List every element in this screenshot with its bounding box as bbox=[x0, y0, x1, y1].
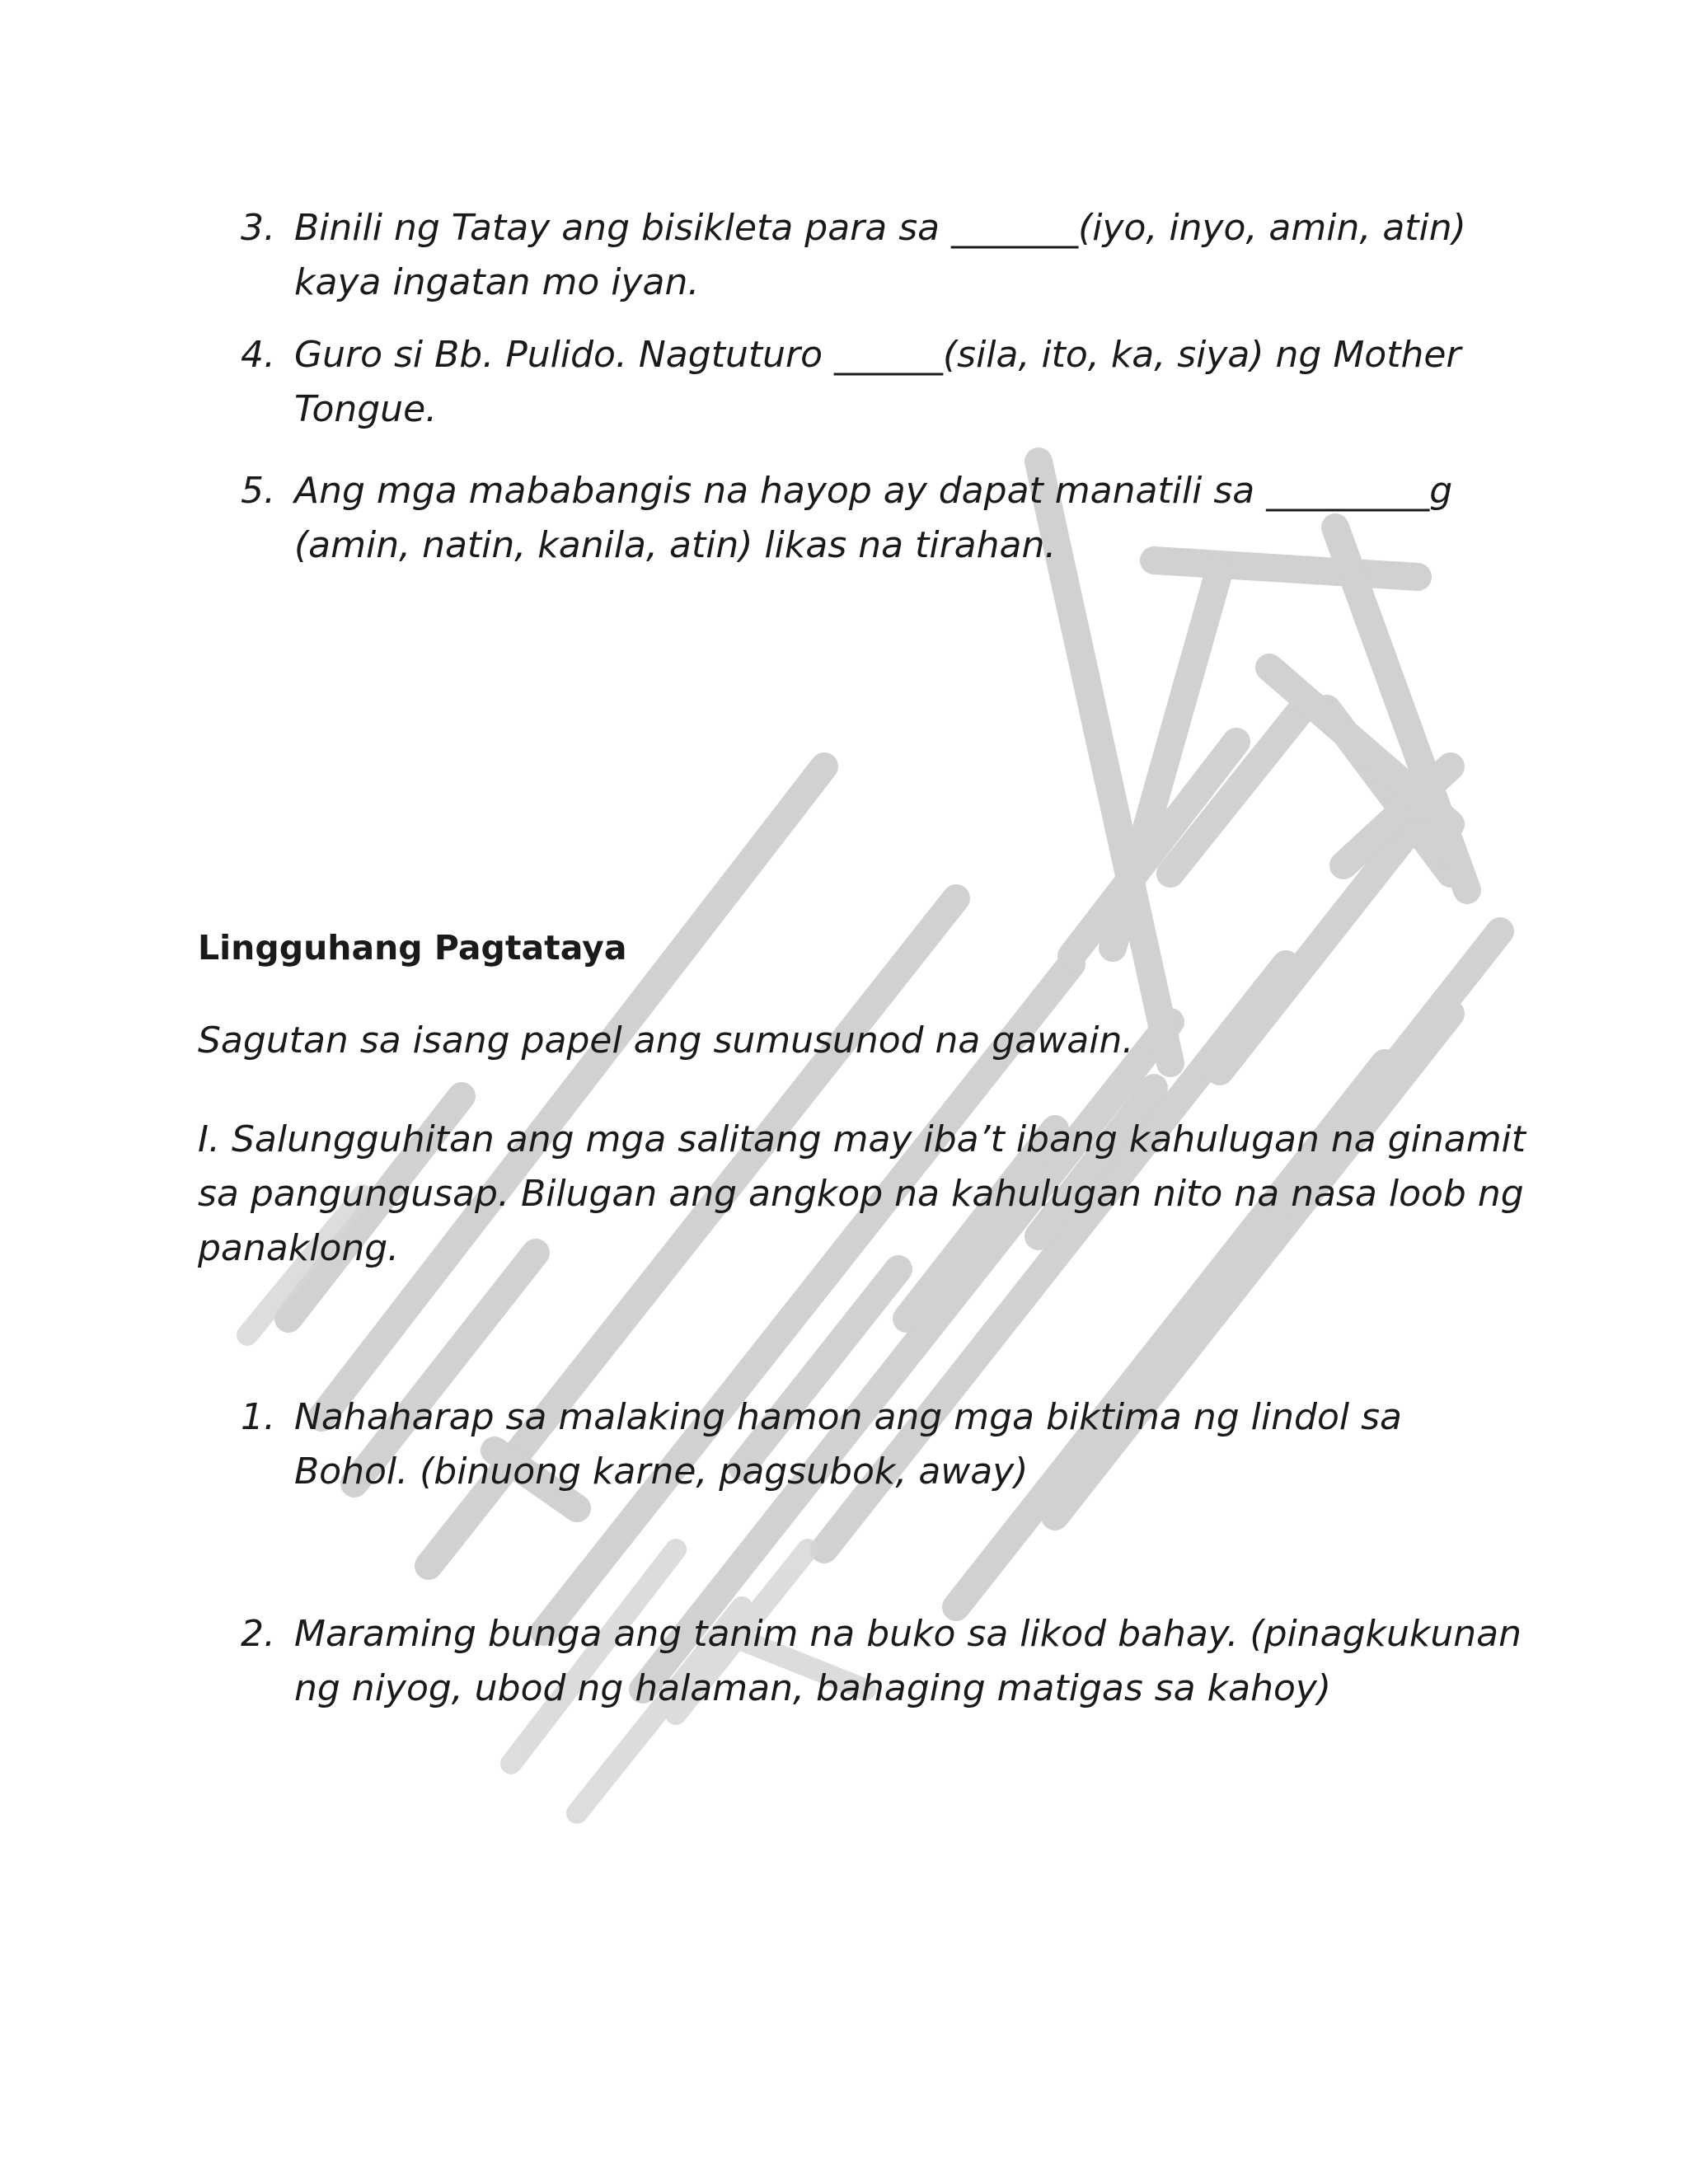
item-number: 4. bbox=[241, 334, 275, 376]
instruction-text: Sagutan sa isang papel ang sumusunod na gawain. bbox=[198, 1019, 1134, 1062]
list-item bbox=[241, 328, 1526, 437]
item-number: 3. bbox=[241, 207, 275, 249]
part-instruction-text: I. Salungguhitan ang mga salitang may iba’t ibang kahulugan na ginamit sa pangungusap. Bilugan ang angkop na kahulugan nito na nasa loob ng panaklong. bbox=[198, 1118, 1526, 1269]
list-item bbox=[241, 464, 1526, 573]
item-text: Nahaharap sa malaking hamon ang mga biktima ng lindol sa Bohol. (binuong karne, pagsubok, away) bbox=[294, 1396, 1402, 1493]
item-text: Ang mga mababangis na hayop ay dapat manatili sa _________g (amin, natin, kanila, atin) likas na tirahan. bbox=[294, 470, 1453, 566]
item-number: 1. bbox=[241, 1396, 275, 1438]
item-text: Binili ng Tatay ang bisikleta para sa _______(iyo, inyo, amin, atin) kaya ingatan mo iyan. bbox=[294, 207, 1466, 303]
section-heading: Lingguhang Pagtataya bbox=[198, 928, 627, 968]
item-text: Maraming bunga ang tanim na buko sa likod bahay. (pinagkukunan ng niyog, ubod ng halaman, bahaging matigas sa kahoy) bbox=[294, 1613, 1522, 1709]
item-text: Guro si Bb. Pulido. Nagtuturo ______(sila, ito, ka, siya) ng Mother Tongue. bbox=[294, 334, 1461, 430]
item-number: 2. bbox=[241, 1613, 275, 1655]
list-item bbox=[241, 1390, 1526, 1499]
list-item bbox=[241, 201, 1526, 310]
list-item bbox=[241, 1607, 1526, 1716]
item-number: 5. bbox=[241, 470, 275, 512]
